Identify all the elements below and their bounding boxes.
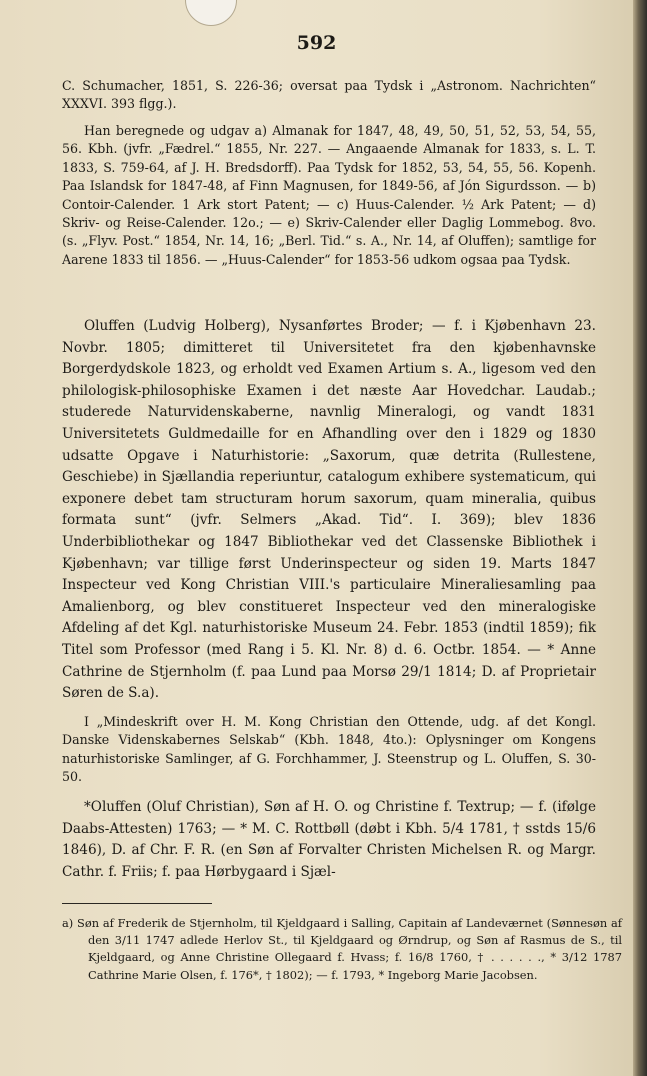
- footnote-text: Søn af Frederik de Stjernholm, til Kjeldgaard i Salling, Capitain af Landeværnet (Sønnesøn af den 3/11 1747 adlede Herlov St., til Kjeldgaard og Ørndrup, og Søn af Rasmus de S., til Kjeldgaard, og Anne Christine Ollegaard f. Hvass; f. 16/8 1760, † . . . . . ., * 3/12 1787 Cathrine Marie Olsen, f. 176*, † 1802); — f. 1793, * Ingeborg Marie Jacobsen.: [77, 916, 623, 982]
- paragraph-oluffen-oluf: *Oluffen (Oluf Christian), Søn af H. O. og Christine f. Textrup; — f. (ifølge Daabs-Attesten) 1763; — * M. C. Rottbøll (døbt i Kbh. 5/4 1781, † sstds 15/6 1846), D. af Chr. F. R. (en Søn af Forvalter Christen Michelsen R. og Margr. Cathr. f. Friis; f. paa Hørbygaard i Sjæl-: [62, 799, 596, 880]
- punched-hole: [185, 0, 237, 26]
- footnote-rule: [62, 903, 212, 904]
- paragraph-oluffen-ludvig: Oluffen (Ludvig Holberg), Nysanførtes Broder; — f. i Kjøbenhavn 23. Novbr. 1805; dimitteret til Universitetet fra den kjøbenhavnske Borgerdydskole 1823, og erholdt ved Examen Artium s. A., ligesom ved den philologisk-philosophiske Examen i det næste Aar Hovedchar. Laudab.; studerede Naturvidenskaberne, navnlig Mineralogi, og vandt 1831 Universitetets Guldmedaille for en Afhandling over den i 1829 og 1830 udsatte Opgave i Naturhistorie: „Saxorum, quæ detrita (Rullestene, Geschiebe) in Sjællandia reperiuntur, catalogum exhibere systematicum, qui exponere debet tam structuram horum saxorum, quam mineralia, quibus formata sunt“ (jvfr. Selmers „Akad. Tid“. I. 369); blev 1836 Underbibliothekar og 1847 Bibliothekar ved det Classenske Bibliothek i Kjøbenhavn; var tillige først Underinspecteur og siden 19. Marts 1847 Inspecteur ved Kong Christian VIII.'s particulaire Mineraliesamling paa Amalienborg, og blev constitueret Inspecteur ved den mineralogiske Afdeling af det Kgl. naturhistoriske Museum 24. Febr. 1853 (indtil 1859); fik Titel som Professor (med Rang i 5. Kl. Nr. 8) d. 6. Octbr. 1854. — * Anne Cathrine de Stjernholm (f. paa Lund paa Morsø 29/1 1814; D. af Proprietair Søren de S.a).: [62, 318, 596, 702]
- paragraph-almanak: Han beregnede og udgav a) Almanak for 1847, 48, 49, 50, 51, 52, 53, 54, 55, 56. Kbh. (jvfr. „Fædrel.“ 1855, Nr. 227. — Angaaende Almanak for 1833, s. L. T. 1833, S. 759-64, af J. H. Bredsdorff). Paa Tydsk for 1852, 53, 54, 55, 56. Kopenh. Paa Islandsk for 1847-48, af Finn Magnusen, for 1849-56, af Jón Sigurdsson. — b) Contoir-Calender. 1 Ark stort Patent; — c) Huus-Calender. ½ Ark Patent; — d) Skriv- og Reise-Calender. 12o.; — e) Skriv-Calender eller Daglig Lommebog. 8vo. (s. „Flyv. Post.“ 1854, Nr. 14, 16; „Berl. Tid.“ s. A., Nr. 14, af Oluffen); samtlige for Aarene 1833 til 1856. — „Huus-Calender“ for 1853-56 udkom ogsaa paa Tydsk.: [62, 123, 596, 267]
- footnote: [62, 915, 622, 984]
- footnote-marker: a): [62, 916, 74, 930]
- page-edge: [633, 0, 647, 1076]
- page-number: 592: [296, 32, 337, 54]
- paragraph-mindeskrift: I „Mindeskrift over H. M. Kong Christian den Ottende, udg. af det Kongl. Danske Videnskabernes Selskab“ (Kbh. 1848, 4to.): Oplysninger om Kongens naturhistoriske Samlinger, af G. Forchhammer, J. Steenstrup og L. Oluffen, S. 30-50.: [62, 714, 596, 785]
- paragraph-schumacher-note: C. Schumacher, 1851, S. 226-36; oversat paa Tydsk i „Astronom. Nachrichten“ XXXVI. 393 flgg.).: [62, 78, 596, 112]
